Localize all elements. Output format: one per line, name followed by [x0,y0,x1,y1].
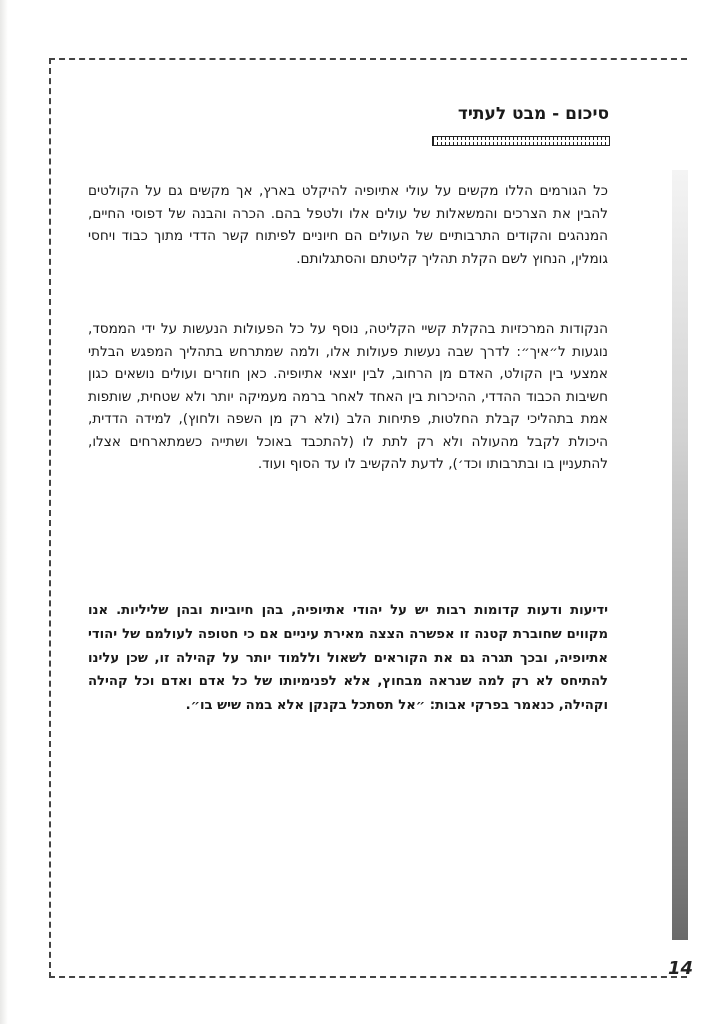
paragraph-1: כל הגורמים הללו מקשים על עולי אתיופיה להיקלט בארץ, אך מקשים גם על הקולטים להבין את הצרכים והמשאלות של עולים אלו ולטפל בהם. הכרה והבנה של דפוסי החיים, המנהגים והקודים התרבותיים של העולים הם חיוניים לפיתוח קשר הדדי מתוך כבוד ויחסי גומלין, הנחוץ לשם הקלת תהליך קליטתם והסתגלותם. [88,183,608,267]
heading-ornament-divider [432,136,610,146]
page-number: 14 [668,958,694,979]
side-gradient-bar [672,170,688,940]
section-heading: סיכום - מבט לעתיד [457,104,609,124]
scan-edge-shade [0,0,8,1024]
paragraph-2: הנקודות המרכזיות בהקלת קשיי הקליטה, נוסף על כל הפעולות הנעשות על ידי הממסד, נוגעות ל״איך״: לדרך שבה נעשות פעולות אלו, ולמה שמתרחש בתהליך המפגש הבלתי אמצעי בין הקולט, האדם מן הרחוב, לבין יוצאי אתיופיה. כאן חוזרים ועולים נושאים כגון חשיבות הכבוד ההדדי, ההיכרות בין האחד לאחר ברמה מעמיקה יותר ולא שטחית, שותפות אמת בתהליכי קבלת החלטות, פתיחות הלב (ולא רק מן השפה ולחוץ), למידה הדדית, היכולת לקבל מהעולה ולא רק לתת לו (להתכבד באוכל ושתייה כשמתארחים אצלו, להתעניין בו ובתרבותו וכד׳), לדעת להקשיב לו עד הסוף ועוד. [88,321,608,472]
paragraph-3-bold: ידיעות ודעות קדומות רבות יש על יהודי אתיופיה, בהן חיוביות ובהן שליליות. אנו מקווים שחוברת קטנה זו אפשרה הצצה מאירת עיניים אם כי חטופה לעולמם של יהודי אתיופיה, ובכך תגרה גם את הקוראים לשאול וללמוד יותר על קהילה זו, שכן עלינו להתיחס לא רק למה שנראה מבחוץ, אלא לפנימיותו של כל אדם ואדם וכל קהילה וקהילה, כנאמר בפרקי אבות: ״אל תסתכל בקנקן אלא במה שיש בו״. [88,603,608,714]
